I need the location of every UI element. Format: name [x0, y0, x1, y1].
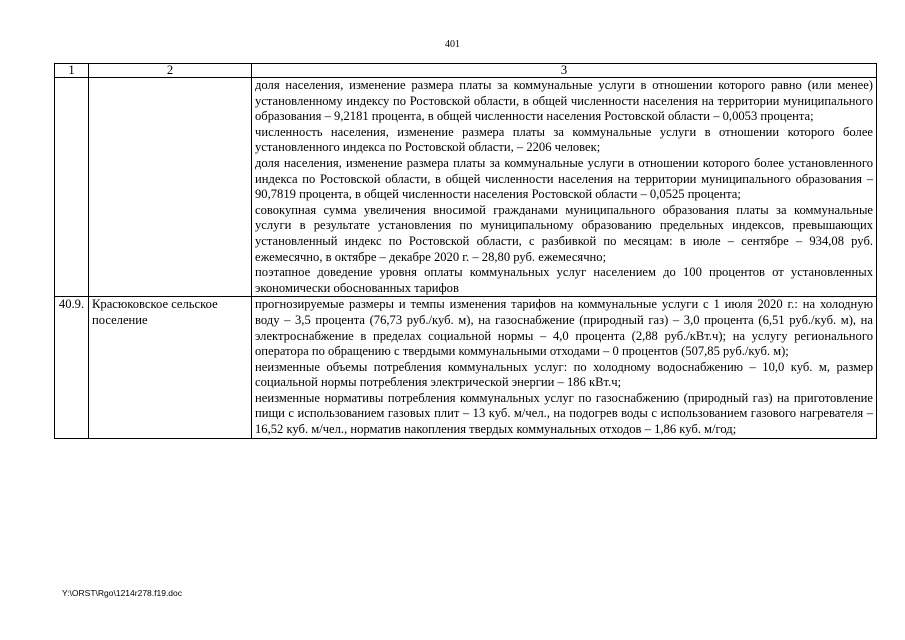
paragraph: доля населения, изменение размера платы за коммунальные услуги в отношении которого равно (или менее) установленному индексу по Ростовской области, в общей численности населения на территории муниципального образования – 9,2181 процента, в общей численности населения Ростовской области – 0,0053 процента; [255, 78, 873, 124]
row-content [252, 78, 877, 297]
header-col-1: 1 [55, 64, 89, 78]
header-col-2: 2 [89, 64, 252, 78]
municipality-name: Красюковское сельское поселение [89, 297, 252, 438]
paragraph: численность населения, изменение размера платы за коммунальные услуги в отношении которого более установленного индекса по Ростовской области, – 2206 человек; [255, 124, 873, 155]
paragraph: прогнозируемые размеры и темпы изменения тарифов на коммунальные услуги с 1 июля 2020 г.: на холодную воду – 3,5 процента (76,73 руб./куб. м), на газоснабжение (природный газ) – 3,0 процента (6,51 руб./куб. м), на электроснабжение в пределах социальной нормы – 4,0 процента (2,88 руб./кВт.ч); на услугу регионального оператора по обращению с твердыми коммунальными отходами – 0 процентов (507,85 руб./куб. м); [255, 297, 873, 359]
page-number: 401 [445, 39, 460, 50]
row-content [252, 297, 877, 438]
row-number: 40.9. [55, 297, 89, 438]
table-row [55, 78, 877, 297]
table-header-row [55, 64, 877, 78]
row-number [55, 78, 89, 297]
document-table [54, 63, 877, 439]
paragraph: поэтапное доведение уровня оплаты коммунальных услуг населением до 100 процентов от установленных экономически обоснованных тарифов [255, 265, 873, 295]
municipality-name [89, 78, 252, 297]
paragraph: доля населения, изменение размера платы за коммунальные услуги в отношении которого более установленного индекса по Ростовской области, в общей численности населения на территории муниципального образования – 90,7819 процента, в общей численности населения Ростовской области – 0,0525 процента; [255, 155, 873, 202]
document-path-footer: Y:\ORST\Rgo\1214r278.f19.doc [62, 588, 183, 598]
paragraph: совокупная сумма увеличения вносимой гражданами муниципального образования платы за коммунальные услуги в результате установления по муниципальному образованию предельных индексов, превышающих установленный индекс по Ростовской области, с разбивкой по месяцам: в июле – сентябре – 934,08 руб. ежемесячно, в октябре – декабре 2020 г. – 28,80 руб. ежемесячно; [255, 202, 873, 264]
paragraph: неизменные объемы потребления коммунальных услуг: по холодному водоснабжению – 10,0 куб. м, размер социальной нормы потребления электрической энергии – 186 кВт.ч; [255, 359, 873, 390]
table-row [55, 297, 877, 438]
header-col-3: 3 [252, 64, 877, 78]
paragraph: неизменные нормативы потребления коммунальных услуг по газоснабжению (природный газ) на приготовление пищи с использованием газовых плит – 13 куб. м/чел., на подогрев воды с использованием газового нагревателя – 16,52 куб. м/чел., норматив накопления твердых коммунальных отходов – 1,86 куб. м/год; [255, 390, 873, 437]
